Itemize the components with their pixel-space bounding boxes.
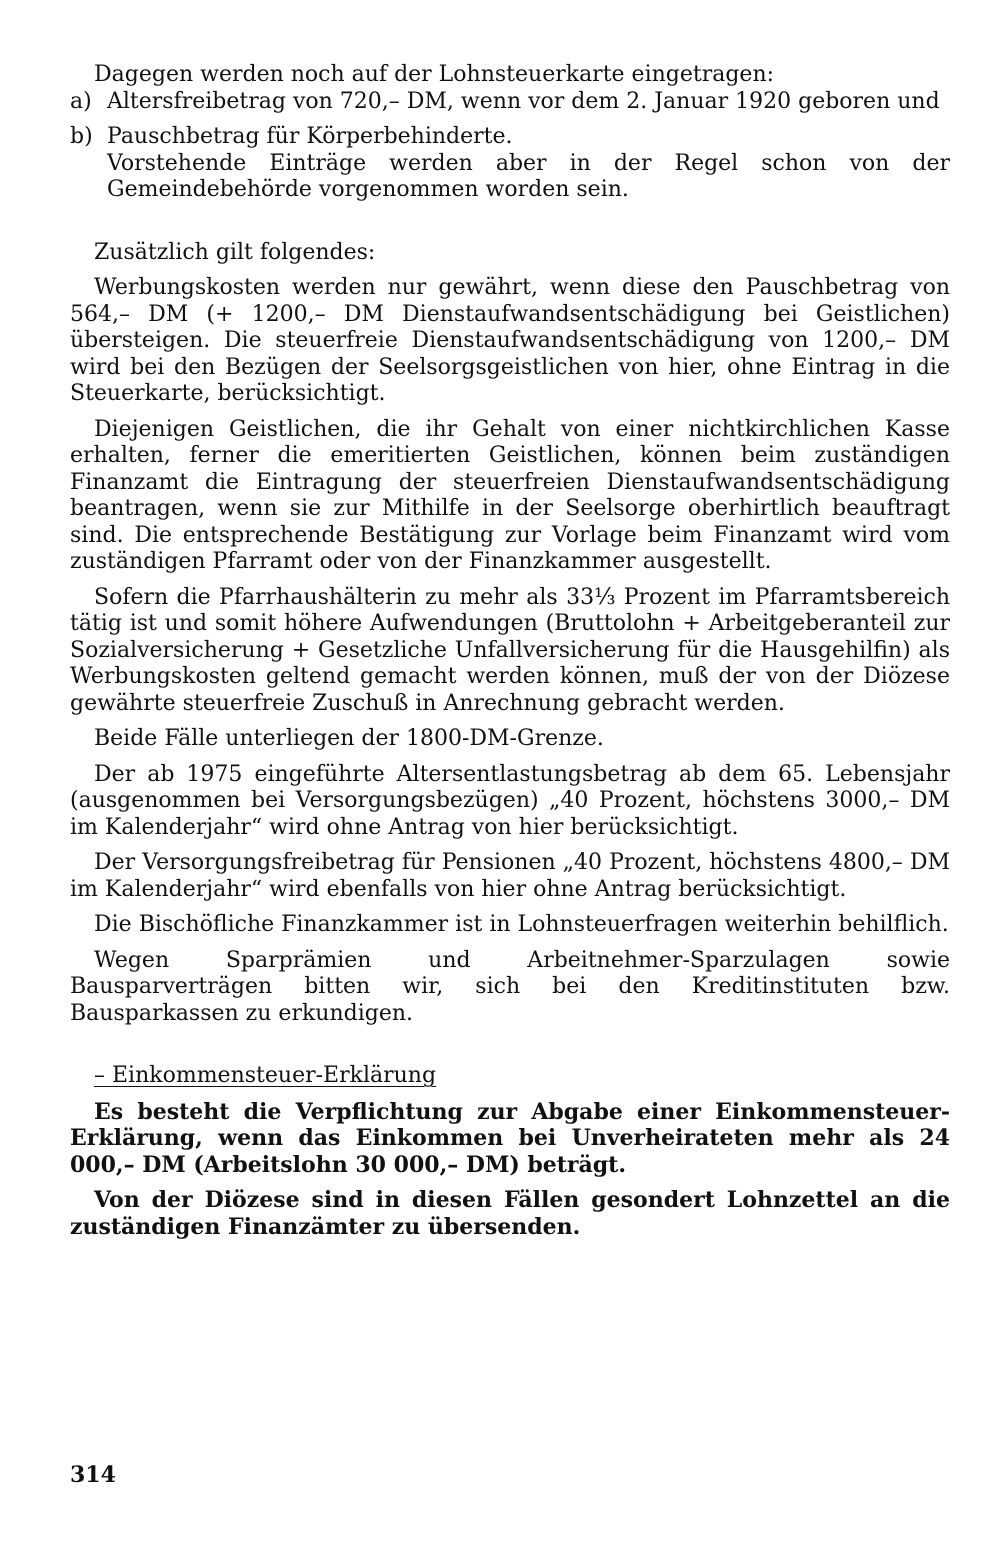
section-paragraph-1: Es besteht die Verpflichtung zur Abgabe einer Einkommensteuer-Erklärung, wenn das Einkommen bei Unverheirateten mehr als 24 000,– DM (Arbeitslohn 30 000,– DM) beträgt.	[70, 1098, 950, 1178]
finanzkammer-paragraph: Die Bischöfliche Finanzkammer ist in Lohnsteuerfragen weiterhin behilflich.	[94, 912, 949, 937]
versorgungsfreibetrag-paragraph: Der Versorgungsfreibetrag für Pensionen „40 Prozent, höchstens 4800,– DM im Kalenderjahr“ wird ebenfalls von hier ohne Antrag berücksichtigt.	[70, 850, 950, 902]
list-item-b	[70, 124, 950, 151]
page-content	[70, 62, 950, 1240]
pfarrhaushaelterin-paragraph: Sofern die Pfarrhaushälterin zu mehr als 33⅓ Prozent im Pfarramtsbereich tätig ist und somit höhere Aufwendungen (Bruttolohn + Arbeitgeberanteil zur Sozialversicherung + Gesetzliche Unfallversicherung für die Hausgehilfin) als Werbungskosten geltend gemacht werden können, muß der von der Diözese gewährte steuerfreie Zuschuß in Anrechnung gebracht werden.	[70, 584, 950, 716]
list-marker-a: a)	[70, 88, 92, 114]
altersentlastung-paragraph: Der ab 1975 eingeführte Altersentlastungsbetrag ab dem 65. Lebensjahr (ausgenommen bei Versorgungsbezügen) „40 Prozent, höchstens 3000,– DM im Kalenderjahr“ wird ohne Antrag von hier berücksichtigt.	[70, 761, 950, 840]
intro-paragraph: Dagegen werden noch auf der Lohnsteuerkarte eingetragen:	[94, 62, 775, 87]
list-text-b: Pauschbetrag für Körperbehinderte.	[107, 124, 513, 149]
geistliche-paragraph: Diejenigen Geistlichen, die ihr Gehalt von einer nichtkirchlichen Kasse erhalten, ferner die emeritierten Geistlichen, können beim zuständigen Finanzamt die Eintragung der steuerfreien Dienstaufwandsentschädigung beantragen, wenn sie zur Mithilfe in der Seelsorge oberhirtlich beauftragt sind. Die entsprechende Bestätigung zur Vorlage beim Finanzamt wird vom zuständigen Pfarramt oder von der Finanzkammer ausgestellt.	[70, 416, 950, 574]
list-text-a: Altersfreibetrag von 720,– DM, wenn vor dem 2. Januar 1920 geboren und	[107, 88, 940, 114]
werbungskosten-paragraph: Werbungskosten werden nur gewährt, wenn diese den Pauschbetrag von 564,– DM (+ 1200,– DM Dienstaufwandsentschädigung bei Geistlichen) übersteigen. Die steuerfreie Dienstaufwandsentschädigung von 1200,– DM wird bei den Bezügen der Seelsorgsgeistlichen von hier, ohne Eintrag in die Steuerkarte, berücksichtigt.	[70, 275, 950, 406]
note-paragraph: Vorstehende Einträge werden aber in der Regel schon von der Gemeindebehörde vorgenommen worden sein.	[107, 150, 950, 202]
section-heading: – Einkommensteuer-Erklärung	[94, 1063, 437, 1088]
list-item-a	[70, 89, 950, 116]
page-number: 314	[70, 1462, 116, 1488]
additional-heading: Zusätzlich gilt folgendes:	[94, 239, 376, 265]
grenze-paragraph: Beide Fälle unterliegen der 1800-DM-Grenze.	[94, 726, 604, 751]
section-paragraph-2: Von der Diözese sind in diesen Fällen gesondert Lohnzettel an die zuständigen Finanzämter zu übersenden.	[70, 1187, 950, 1240]
list-marker-b: b)	[70, 124, 93, 149]
sparpraemien-paragraph: Wegen Sparprämien und Arbeitnehmer-Sparzulagen sowie Bausparverträgen bitten wir, sich bei den Kreditinstituten bzw. Bausparkassen zu erkundigen.	[70, 947, 950, 1026]
